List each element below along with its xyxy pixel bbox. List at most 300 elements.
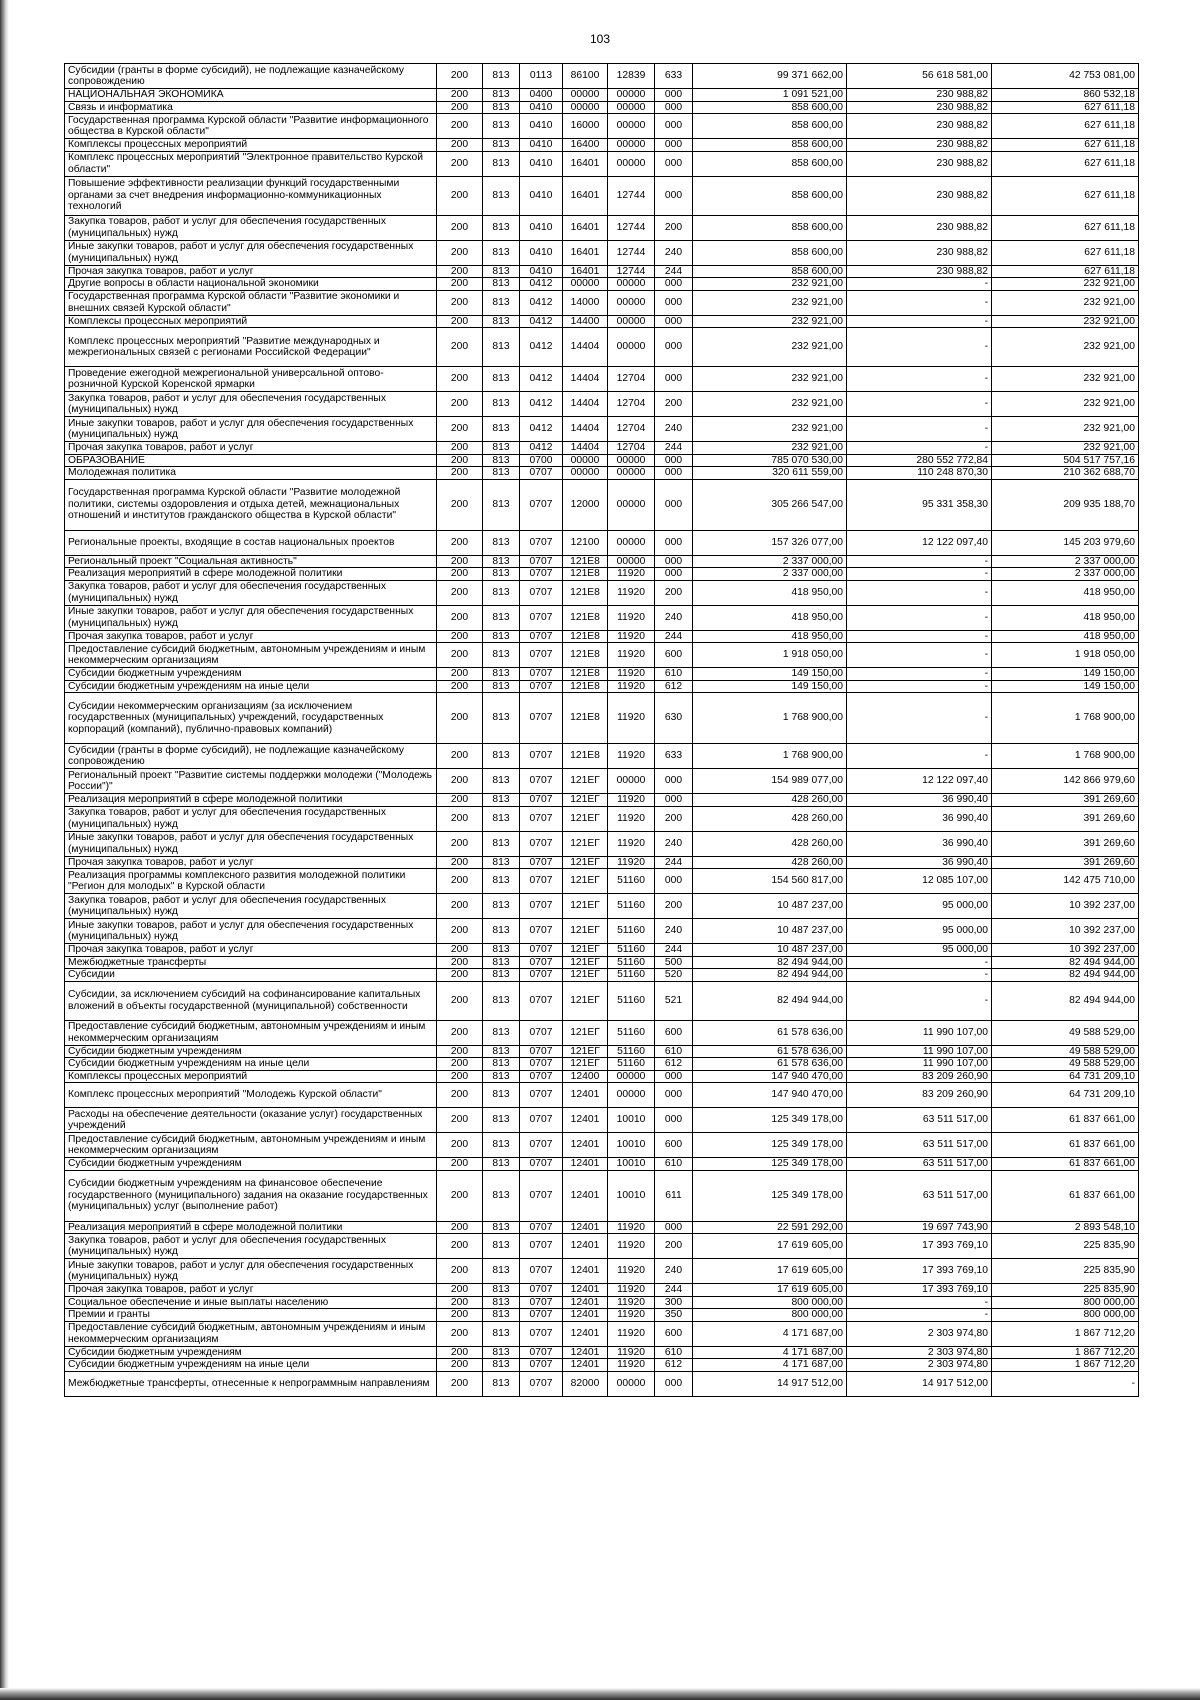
cell-subsection: 0412 (520, 328, 563, 367)
cell-ministry: 813 (483, 1170, 520, 1221)
table-row (65, 328, 1139, 367)
cell-direction: 10010 (608, 1108, 655, 1133)
cell-expense-type: 000 (655, 1083, 693, 1108)
cell-executed: 17 393 769,10 (847, 1259, 992, 1284)
cell-expense-type: 000 (655, 1221, 693, 1234)
cell-subsection: 0412 (520, 278, 563, 291)
cell-direction: 11920 (608, 794, 655, 807)
cell-executed: 12 122 097,40 (847, 530, 992, 555)
cell-approved: 305 266 547,00 (693, 479, 847, 530)
cell-expense-type: 612 (655, 1058, 693, 1071)
cell-subsection: 0707 (520, 1020, 563, 1045)
cell-section: 200 (437, 101, 483, 114)
cell-subsection: 0412 (520, 367, 563, 392)
cell-direction: 12704 (608, 417, 655, 442)
cell-name: Межбюджетные трансферты (65, 956, 437, 969)
cell-expense-type: 000 (655, 454, 693, 467)
cell-expense-type: 240 (655, 417, 693, 442)
cell-name: Иные закупки товаров, работ и услуг для обеспечения государственных (муниципальных) нужд (65, 1259, 437, 1284)
table-row (65, 479, 1139, 530)
cell-ministry: 813 (483, 392, 520, 417)
cell-subsection: 0410 (520, 151, 563, 176)
cell-executed: 36 990,40 (847, 856, 992, 869)
cell-program: 121EГ (563, 1020, 608, 1045)
cell-direction: 00000 (608, 769, 655, 794)
cell-name: Прочая закупка товаров, работ и услуг (65, 856, 437, 869)
cell-subsection: 0410 (520, 101, 563, 114)
cell-direction: 00000 (608, 454, 655, 467)
cell-direction: 00000 (608, 328, 655, 367)
cell-remaining: 2 337 000,00 (992, 568, 1139, 581)
cell-remaining: 627 611,18 (992, 215, 1139, 240)
cell-name: Иные закупки товаров, работ и услуг для обеспечения государственных (муниципальных) нужд (65, 605, 437, 630)
cell-remaining: 860 532,18 (992, 89, 1139, 102)
cell-ministry: 813 (483, 64, 520, 89)
cell-section: 200 (437, 794, 483, 807)
cell-name: Иные закупки товаров, работ и услуг для обеспечения государственных (муниципальных) нужд (65, 919, 437, 944)
cell-direction: 00000 (608, 278, 655, 291)
table-row (65, 530, 1139, 555)
cell-remaining: 49 588 529,00 (992, 1058, 1139, 1071)
cell-ministry: 813 (483, 1045, 520, 1058)
table-row (65, 442, 1139, 455)
cell-ministry: 813 (483, 794, 520, 807)
cell-remaining: 800 000,00 (992, 1309, 1139, 1322)
cell-remaining: 504 517 757,16 (992, 454, 1139, 467)
cell-direction: 11920 (608, 1359, 655, 1372)
cell-subsection: 0410 (520, 265, 563, 278)
table-row (65, 1371, 1139, 1396)
cell-remaining: 61 837 661,00 (992, 1108, 1139, 1133)
cell-remaining: 82 494 944,00 (992, 981, 1139, 1020)
cell-section: 200 (437, 151, 483, 176)
cell-subsection: 0707 (520, 1083, 563, 1108)
cell-name: Молодежная политика (65, 467, 437, 480)
cell-name: Закупка товаров, работ и услуг для обеспечения государственных (муниципальных) нужд (65, 215, 437, 240)
cell-subsection: 0700 (520, 454, 563, 467)
cell-program: 12401 (563, 1234, 608, 1259)
cell-expense-type: 000 (655, 151, 693, 176)
table-row (65, 693, 1139, 744)
cell-program: 12401 (563, 1133, 608, 1158)
cell-section: 200 (437, 442, 483, 455)
cell-direction: 12839 (608, 64, 655, 89)
cell-subsection: 0707 (520, 944, 563, 957)
cell-ministry: 813 (483, 1221, 520, 1234)
cell-ministry: 813 (483, 1133, 520, 1158)
cell-approved: 428 260,00 (693, 856, 847, 869)
cell-name: Субсидии бюджетным учреждениям на финансовое обеспечение государственного (муниципального) задания на оказание государственных (муниципальных) услуг (выполнение работ) (65, 1170, 437, 1221)
cell-program: 121EГ (563, 956, 608, 969)
cell-remaining: 2 893 548,10 (992, 1221, 1139, 1234)
cell-direction: 00000 (608, 1083, 655, 1108)
cell-remaining: 142 475 710,00 (992, 869, 1139, 894)
cell-executed: 17 393 769,10 (847, 1284, 992, 1297)
cell-program: 121EГ (563, 769, 608, 794)
cell-section: 200 (437, 856, 483, 869)
cell-ministry: 813 (483, 1296, 520, 1309)
cell-approved: 17 619 605,00 (693, 1259, 847, 1284)
cell-section: 200 (437, 1170, 483, 1221)
cell-direction: 11920 (608, 1259, 655, 1284)
cell-subsection: 0410 (520, 139, 563, 152)
cell-ministry: 813 (483, 151, 520, 176)
cell-subsection: 0707 (520, 605, 563, 630)
cell-approved: 4 171 687,00 (693, 1321, 847, 1346)
cell-name: Закупка товаров, работ и услуг для обеспечения государственных (муниципальных) нужд (65, 806, 437, 831)
cell-section: 200 (437, 1234, 483, 1259)
cell-direction: 11920 (608, 568, 655, 581)
cell-approved: 157 326 077,00 (693, 530, 847, 555)
cell-executed: 95 000,00 (847, 944, 992, 957)
cell-executed: - (847, 643, 992, 668)
cell-direction: 11920 (608, 605, 655, 630)
cell-name: Расходы на обеспечение деятельности (оказание услуг) государственных учреждений (65, 1108, 437, 1133)
cell-direction: 11920 (608, 806, 655, 831)
cell-section: 200 (437, 479, 483, 530)
table-row (65, 869, 1139, 894)
cell-remaining: 10 392 237,00 (992, 894, 1139, 919)
cell-expense-type: 000 (655, 1070, 693, 1083)
cell-name: Реализация мероприятий в сфере молодежной политики (65, 794, 437, 807)
cell-approved: 232 921,00 (693, 367, 847, 392)
cell-approved: 61 578 636,00 (693, 1058, 847, 1071)
cell-ministry: 813 (483, 580, 520, 605)
table-row (65, 89, 1139, 102)
cell-direction: 11920 (608, 1284, 655, 1297)
cell-name: Связь и информатика (65, 101, 437, 114)
cell-executed: - (847, 417, 992, 442)
table-row (65, 1020, 1139, 1045)
cell-remaining: 49 588 529,00 (992, 1020, 1139, 1045)
cell-subsection: 0412 (520, 290, 563, 315)
cell-subsection: 0707 (520, 630, 563, 643)
table-row (65, 240, 1139, 265)
cell-ministry: 813 (483, 555, 520, 568)
cell-direction: 11920 (608, 643, 655, 668)
cell-section: 200 (437, 417, 483, 442)
cell-name: Субсидии бюджетным учреждениям на иные цели (65, 1359, 437, 1372)
cell-executed: - (847, 290, 992, 315)
cell-ministry: 813 (483, 894, 520, 919)
cell-expense-type: 520 (655, 969, 693, 982)
cell-expense-type: 610 (655, 1158, 693, 1171)
cell-section: 200 (437, 328, 483, 367)
cell-subsection: 0707 (520, 1058, 563, 1071)
cell-section: 200 (437, 769, 483, 794)
cell-subsection: 0707 (520, 1108, 563, 1133)
cell-remaining: 232 921,00 (992, 417, 1139, 442)
cell-executed: 2 303 974,80 (847, 1359, 992, 1372)
table-row (65, 265, 1139, 278)
cell-direction: 11920 (608, 1321, 655, 1346)
cell-direction: 00000 (608, 1070, 655, 1083)
cell-executed: 63 511 517,00 (847, 1108, 992, 1133)
cell-approved: 17 619 605,00 (693, 1284, 847, 1297)
cell-approved: 149 150,00 (693, 680, 847, 693)
cell-ministry: 813 (483, 806, 520, 831)
cell-remaining: 1 867 712,20 (992, 1321, 1139, 1346)
cell-executed: - (847, 981, 992, 1020)
cell-remaining: 145 203 979,60 (992, 530, 1139, 555)
cell-direction: 11920 (608, 693, 655, 744)
cell-name: Межбюджетные трансферты, отнесенные к непрограммным направлениям (65, 1371, 437, 1396)
cell-direction: 11920 (608, 1296, 655, 1309)
cell-remaining: 627 611,18 (992, 240, 1139, 265)
cell-section: 200 (437, 1045, 483, 1058)
cell-subsection: 0707 (520, 568, 563, 581)
cell-executed: 230 988,82 (847, 114, 992, 139)
cell-ministry: 813 (483, 1371, 520, 1396)
cell-name: Комплексы процессных мероприятий (65, 139, 437, 152)
cell-approved: 125 349 178,00 (693, 1108, 847, 1133)
cell-expense-type: 000 (655, 139, 693, 152)
cell-name: Реализация программы комплексного развития молодежной политики "Регион для молодых" в Курской области (65, 869, 437, 894)
cell-subsection: 0707 (520, 1346, 563, 1359)
cell-expense-type: 000 (655, 328, 693, 367)
cell-subsection: 0707 (520, 1296, 563, 1309)
cell-executed: - (847, 315, 992, 328)
cell-direction: 12744 (608, 215, 655, 240)
cell-name: Прочая закупка товаров, работ и услуг (65, 630, 437, 643)
cell-direction: 11920 (608, 668, 655, 681)
cell-remaining: 232 921,00 (992, 290, 1139, 315)
cell-program: 121EГ (563, 944, 608, 957)
cell-section: 200 (437, 1020, 483, 1045)
cell-section: 200 (437, 1371, 483, 1396)
cell-subsection: 0707 (520, 981, 563, 1020)
cell-section: 200 (437, 693, 483, 744)
cell-executed: 110 248 870,30 (847, 467, 992, 480)
cell-section: 200 (437, 555, 483, 568)
cell-program: 121E8 (563, 744, 608, 769)
cell-section: 200 (437, 956, 483, 969)
cell-program: 121EГ (563, 831, 608, 856)
cell-ministry: 813 (483, 328, 520, 367)
cell-executed: 19 697 743,90 (847, 1221, 992, 1234)
cell-direction: 00000 (608, 467, 655, 480)
cell-expense-type: 244 (655, 944, 693, 957)
cell-name: Повышение эффективности реализации функций государственными органами за счет внедрения информационно-коммуникационных технологий (65, 176, 437, 215)
cell-subsection: 0707 (520, 1133, 563, 1158)
cell-remaining: 391 269,60 (992, 806, 1139, 831)
cell-program: 12401 (563, 1158, 608, 1171)
cell-approved: 428 260,00 (693, 831, 847, 856)
cell-expense-type: 240 (655, 1259, 693, 1284)
cell-program: 14404 (563, 417, 608, 442)
cell-subsection: 0707 (520, 831, 563, 856)
cell-program: 121E8 (563, 568, 608, 581)
cell-ministry: 813 (483, 1234, 520, 1259)
cell-direction: 51160 (608, 1020, 655, 1045)
table-row (65, 392, 1139, 417)
cell-ministry: 813 (483, 1359, 520, 1372)
cell-subsection: 0400 (520, 89, 563, 102)
cell-expense-type: 200 (655, 392, 693, 417)
cell-remaining: 42 753 081,00 (992, 64, 1139, 89)
cell-approved: 125 349 178,00 (693, 1158, 847, 1171)
cell-name: Предоставление субсидий бюджетным, автономным учреждениям и иным некоммерческим организациям (65, 1020, 437, 1045)
cell-program: 16000 (563, 114, 608, 139)
cell-remaining: 232 921,00 (992, 315, 1139, 328)
cell-approved: 82 494 944,00 (693, 969, 847, 982)
cell-direction: 12744 (608, 265, 655, 278)
cell-subsection: 0707 (520, 1234, 563, 1259)
cell-approved: 2 337 000,00 (693, 568, 847, 581)
table-row (65, 1346, 1139, 1359)
cell-approved: 22 591 292,00 (693, 1221, 847, 1234)
cell-remaining: 627 611,18 (992, 265, 1139, 278)
cell-expense-type: 000 (655, 176, 693, 215)
cell-expense-type: 244 (655, 442, 693, 455)
page-number: 103 (589, 32, 611, 46)
cell-program: 121E8 (563, 555, 608, 568)
cell-remaining: 10 392 237,00 (992, 919, 1139, 944)
cell-executed: - (847, 555, 992, 568)
cell-executed: 95 331 358,30 (847, 479, 992, 530)
cell-remaining: 627 611,18 (992, 101, 1139, 114)
cell-remaining: 418 950,00 (992, 580, 1139, 605)
cell-direction: 10010 (608, 1158, 655, 1171)
cell-approved: 418 950,00 (693, 605, 847, 630)
cell-section: 200 (437, 944, 483, 957)
cell-direction: 51160 (608, 956, 655, 969)
cell-approved: 10 487 237,00 (693, 894, 847, 919)
cell-program: 82000 (563, 1371, 608, 1396)
cell-ministry: 813 (483, 769, 520, 794)
cell-section: 200 (437, 831, 483, 856)
cell-expense-type: 000 (655, 315, 693, 328)
cell-executed: - (847, 278, 992, 291)
cell-ministry: 813 (483, 919, 520, 944)
cell-section: 200 (437, 969, 483, 982)
cell-approved: 232 921,00 (693, 315, 847, 328)
table-row (65, 1133, 1139, 1158)
cell-program: 14404 (563, 367, 608, 392)
cell-remaining: 627 611,18 (992, 114, 1139, 139)
cell-section: 200 (437, 580, 483, 605)
cell-direction: 00000 (608, 1371, 655, 1396)
cell-ministry: 813 (483, 1259, 520, 1284)
cell-executed: 230 988,82 (847, 89, 992, 102)
cell-name: ОБРАЗОВАНИЕ (65, 454, 437, 467)
cell-expense-type: 600 (655, 643, 693, 668)
cell-direction: 00000 (608, 530, 655, 555)
scan-left-edge (0, 0, 9, 1700)
cell-expense-type: 240 (655, 240, 693, 265)
cell-executed: 12 122 097,40 (847, 769, 992, 794)
table-row (65, 1083, 1139, 1108)
cell-expense-type: 000 (655, 769, 693, 794)
cell-executed: - (847, 367, 992, 392)
cell-approved: 4 171 687,00 (693, 1346, 847, 1359)
cell-name: Региональный проект "Развитие системы поддержки молодежи ("Молодежь России")" (65, 769, 437, 794)
table-row (65, 944, 1139, 957)
cell-section: 200 (437, 680, 483, 693)
cell-ministry: 813 (483, 1346, 520, 1359)
cell-subsection: 0707 (520, 1158, 563, 1171)
cell-remaining: 210 362 688,70 (992, 467, 1139, 480)
cell-ministry: 813 (483, 944, 520, 957)
cell-expense-type: 240 (655, 605, 693, 630)
cell-approved: 1 768 900,00 (693, 693, 847, 744)
table-row (65, 605, 1139, 630)
cell-remaining: 149 150,00 (992, 680, 1139, 693)
cell-remaining: 418 950,00 (992, 630, 1139, 643)
cell-program: 12000 (563, 479, 608, 530)
cell-ministry: 813 (483, 680, 520, 693)
cell-executed: 230 988,82 (847, 139, 992, 152)
cell-remaining: 225 835,90 (992, 1234, 1139, 1259)
table-row (65, 101, 1139, 114)
cell-subsection: 0412 (520, 417, 563, 442)
cell-executed: 230 988,82 (847, 101, 992, 114)
cell-name: Субсидии бюджетным учреждениям (65, 1158, 437, 1171)
cell-approved: 17 619 605,00 (693, 1234, 847, 1259)
cell-remaining: 49 588 529,00 (992, 1045, 1139, 1058)
cell-remaining: 61 837 661,00 (992, 1133, 1139, 1158)
cell-approved: 82 494 944,00 (693, 981, 847, 1020)
cell-approved: 10 487 237,00 (693, 944, 847, 957)
cell-subsection: 0707 (520, 856, 563, 869)
cell-name: Субсидии бюджетным учреждениям на иные цели (65, 1058, 437, 1071)
table-row (65, 1234, 1139, 1259)
cell-section: 200 (437, 1259, 483, 1284)
cell-subsection: 0707 (520, 1284, 563, 1297)
cell-expense-type: 000 (655, 869, 693, 894)
cell-expense-type: 610 (655, 1346, 693, 1359)
cell-section: 200 (437, 1284, 483, 1297)
cell-section: 200 (437, 1083, 483, 1108)
cell-section: 200 (437, 467, 483, 480)
cell-direction: 51160 (608, 1045, 655, 1058)
cell-program: 16401 (563, 176, 608, 215)
table-row (65, 454, 1139, 467)
cell-name: Комплексы процессных мероприятий (65, 315, 437, 328)
cell-executed: 230 988,82 (847, 215, 992, 240)
cell-approved: 14 917 512,00 (693, 1371, 847, 1396)
cell-program: 12401 (563, 1284, 608, 1297)
cell-subsection: 0707 (520, 919, 563, 944)
cell-name: Прочая закупка товаров, работ и услуг (65, 944, 437, 957)
cell-remaining: 149 150,00 (992, 668, 1139, 681)
cell-remaining: 82 494 944,00 (992, 956, 1139, 969)
cell-ministry: 813 (483, 139, 520, 152)
cell-name: Закупка товаров, работ и услуг для обеспечения государственных (муниципальных) нужд (65, 580, 437, 605)
table-row (65, 1359, 1139, 1372)
cell-section: 200 (437, 530, 483, 555)
cell-executed: - (847, 969, 992, 982)
cell-section: 200 (437, 1346, 483, 1359)
cell-ministry: 813 (483, 1058, 520, 1071)
cell-approved: 428 260,00 (693, 806, 847, 831)
cell-approved: 125 349 178,00 (693, 1170, 847, 1221)
table-row (65, 290, 1139, 315)
cell-executed: 17 393 769,10 (847, 1234, 992, 1259)
cell-program: 00000 (563, 101, 608, 114)
cell-direction: 11920 (608, 831, 655, 856)
cell-expense-type: 000 (655, 555, 693, 568)
cell-name: Предоставление субсидий бюджетным, автономным учреждениям и иным некоммерческим организациям (65, 1321, 437, 1346)
cell-direction: 11920 (608, 1346, 655, 1359)
table-row (65, 1158, 1139, 1171)
cell-executed: 56 618 581,00 (847, 64, 992, 89)
cell-program: 16401 (563, 265, 608, 278)
cell-direction: 51160 (608, 869, 655, 894)
cell-section: 200 (437, 1070, 483, 1083)
cell-name: Прочая закупка товаров, работ и услуг (65, 265, 437, 278)
cell-expense-type: 000 (655, 290, 693, 315)
